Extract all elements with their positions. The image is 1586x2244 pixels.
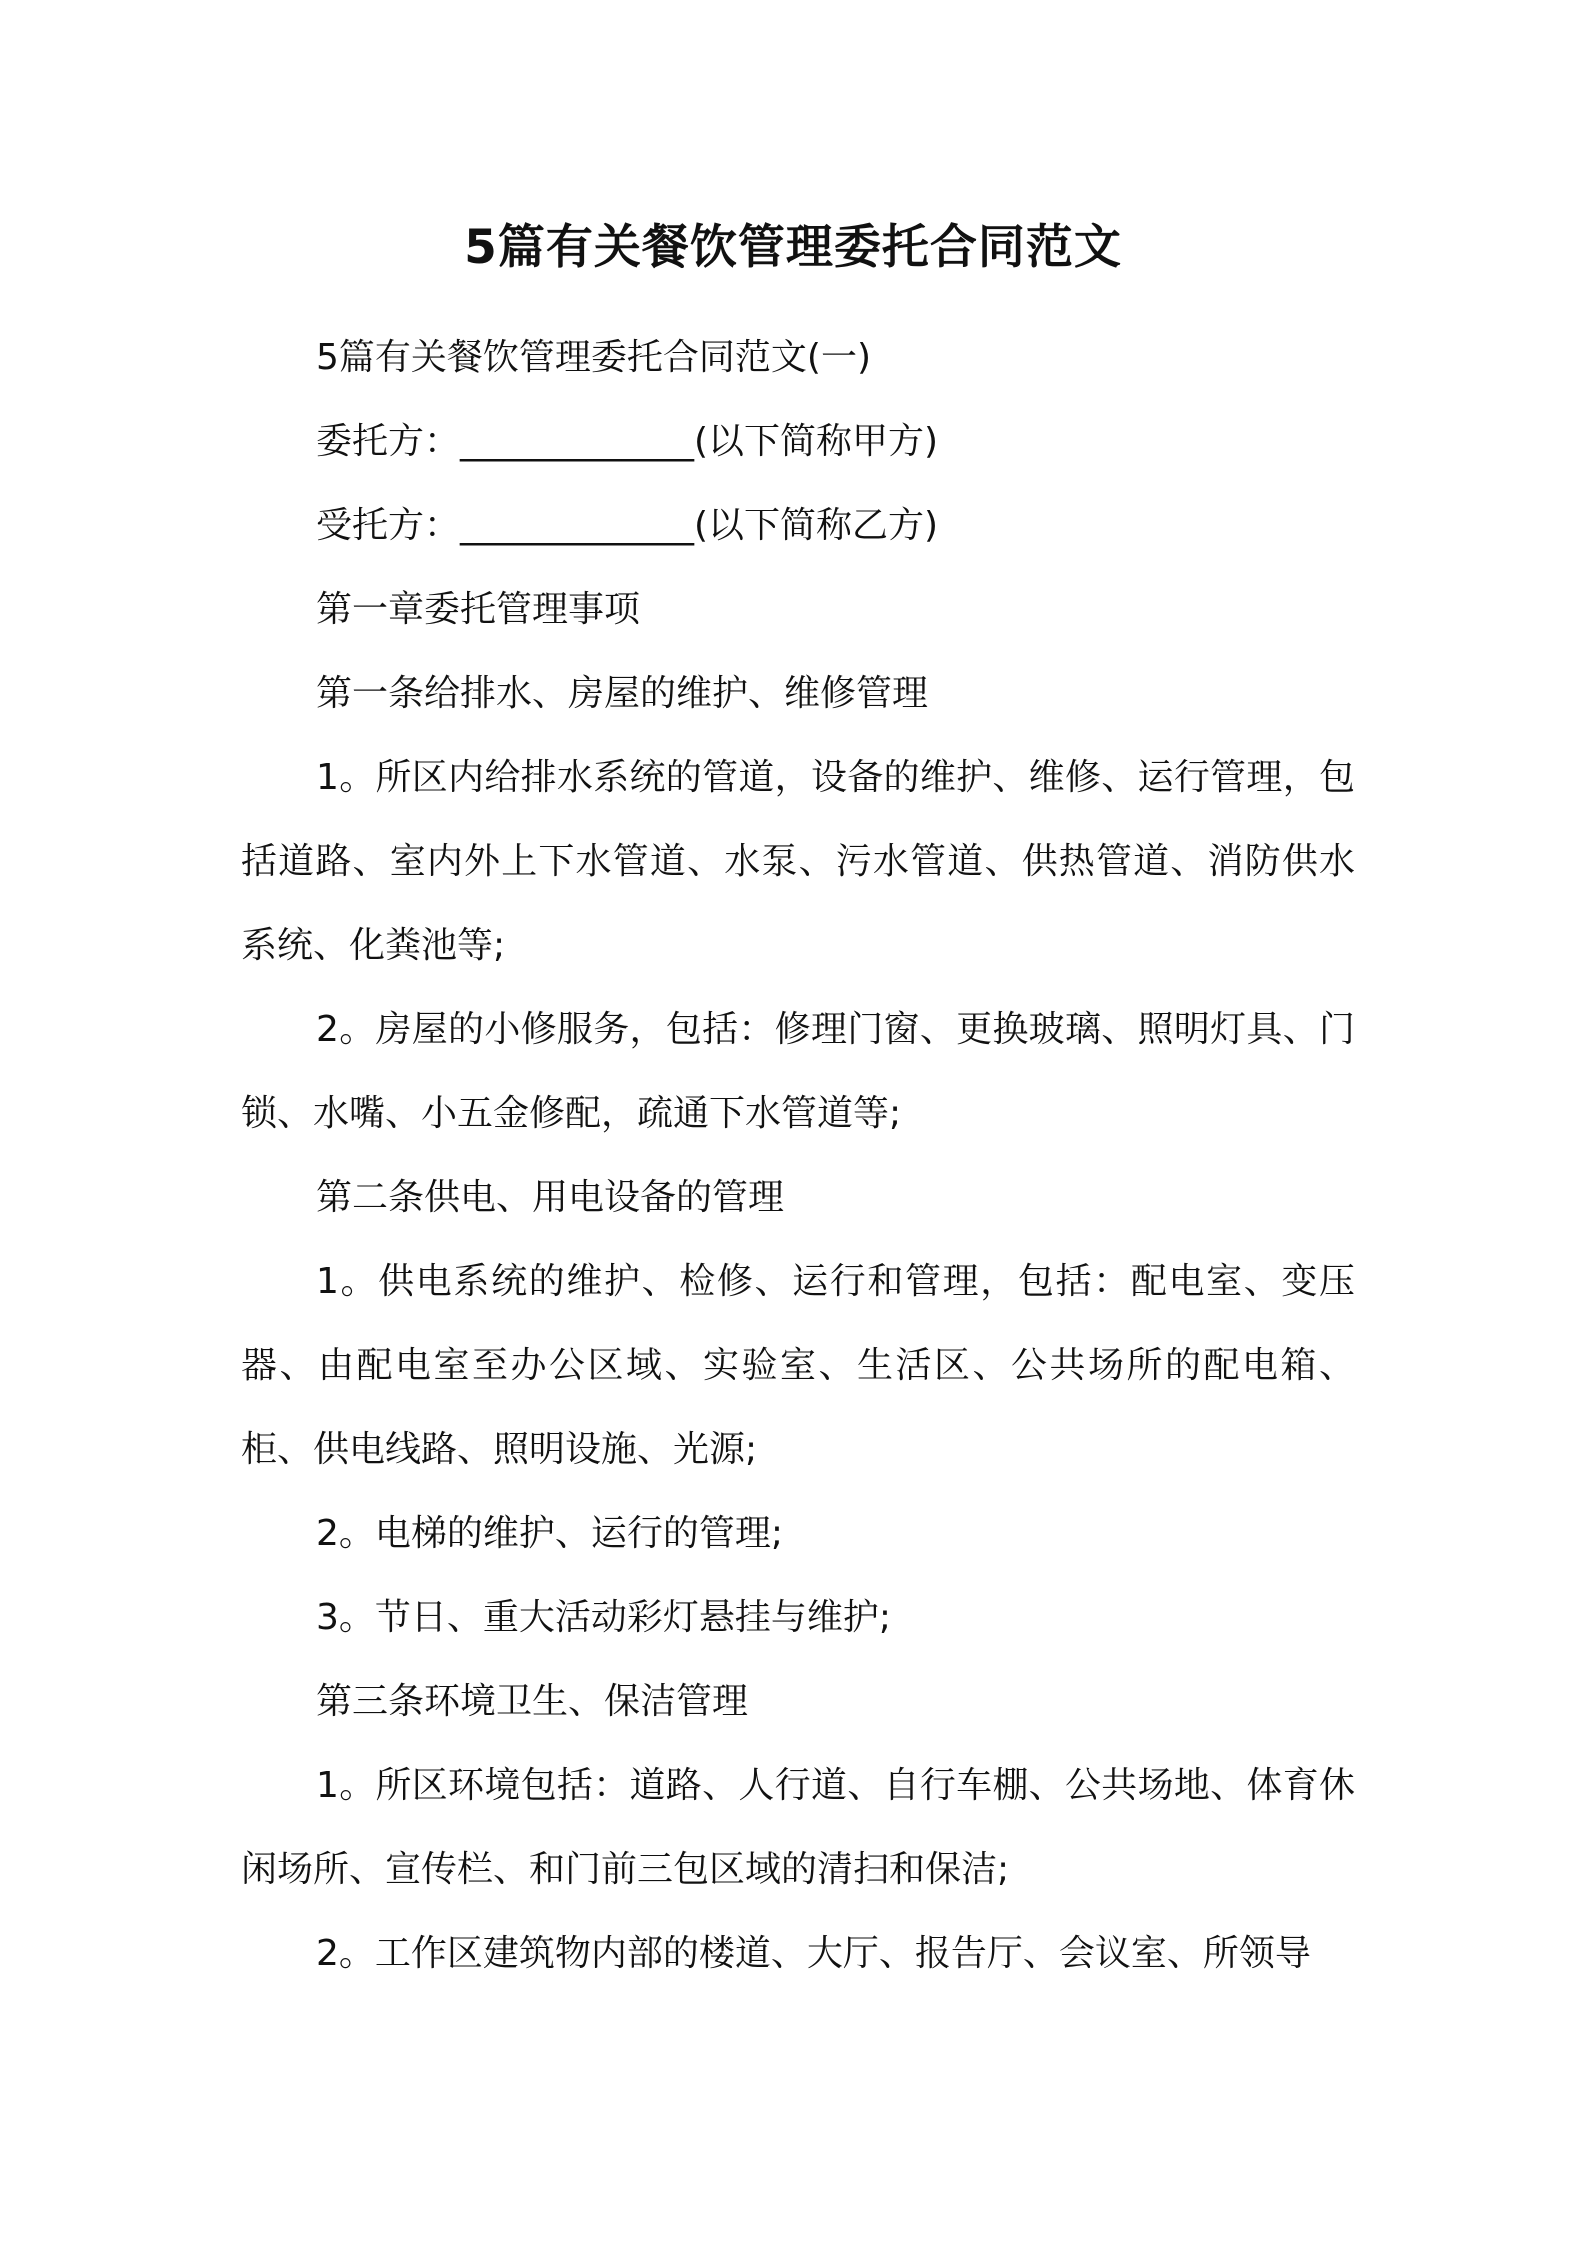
clause-paragraph: 3。节日、重大活动彩灯悬挂与维护;	[316, 1597, 892, 1638]
clause-paragraph: 2。房屋的小修服务，包括：修理门窗、更换玻璃、照明灯具、门锁、水嘴、小五金修配，疏通下水管道等;	[241, 1009, 1355, 1134]
agent-party-line: 受托方：_____________(以下简称乙方)	[316, 505, 939, 546]
article-heading: 第三条环境卫生、保洁管理	[316, 1681, 749, 1722]
clause-paragraph: 1。所区环境包括：道路、人行道、自行车棚、公共场地、体育休闲场所、宣传栏、和门前三包区域的清扫和保洁;	[241, 1765, 1355, 1890]
article-heading: 第二条供电、用电设备的管理	[316, 1177, 785, 1218]
article-heading: 第一条给排水、房屋的维护、维修管理	[316, 673, 929, 714]
subtitle-paragraph: 5篇有关餐饮管理委托合同范文(一)	[316, 337, 871, 378]
clause-paragraph: 1。供电系统的维护、检修、运行和管理，包括：配电室、变压器、由配电室至办公区域、实验室、生活区、公共场所的配电箱、柜、供电线路、照明设施、光源;	[241, 1261, 1355, 1470]
clause-paragraph: 1。所区内给排水系统的管道，设备的维护、维修、运行管理，包括道路、室内外上下水管道、水泵、污水管道、供热管道、消防供水系统、化粪池等;	[241, 757, 1355, 966]
clause-paragraph: 2。工作区建筑物内部的楼道、大厅、报告厅、会议室、所领导	[316, 1933, 1311, 1974]
document-body	[241, 316, 1355, 1996]
principal-party-line: 委托方：_____________(以下简称甲方)	[316, 421, 939, 462]
chapter-heading: 第一章委托管理事项	[316, 589, 641, 630]
document-title: 5篇有关餐饮管理委托合同范文	[464, 220, 1122, 275]
clause-paragraph: 2。电梯的维护、运行的管理;	[316, 1513, 784, 1554]
